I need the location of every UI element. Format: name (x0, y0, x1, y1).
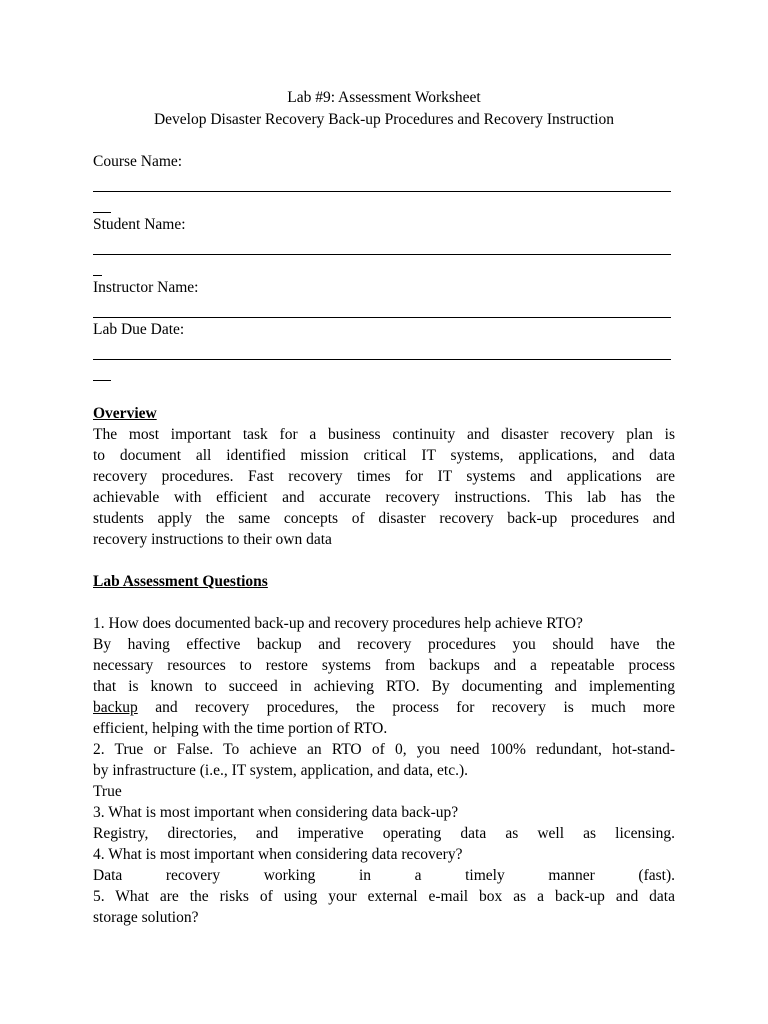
answer-2: True (93, 783, 122, 800)
question-2-line: 2. True or False. To achieve an RTO of 0, you need 100% redundant, hot-stand- (93, 741, 675, 758)
answer-1-line-rest: and recovery procedures, the process for recovery is much more (137, 699, 675, 716)
lab-due-date-line (93, 359, 671, 360)
instructor-name-line (93, 317, 671, 318)
course-name-line (93, 191, 671, 192)
question-1: 1. How does documented back-up and recovery procedures help achieve RTO? (93, 615, 583, 632)
question-5-line: storage solution? (93, 909, 199, 926)
answer-3: Registry, directories, and imperative operating data as well as licensing. (93, 825, 675, 842)
student-name-label: Student Name: (93, 216, 186, 233)
answer-1-line: that is known to succeed in achieving RTO. By documenting and implementing (93, 678, 675, 695)
answer-1-line: By having effective backup and recovery procedures you should have the (93, 636, 675, 653)
lab-title: Lab #9: Assessment Worksheet (287, 89, 481, 106)
overview-line: to document all identified mission critical IT systems, applications, and data (93, 447, 675, 464)
overview-heading-text: Overview (93, 405, 157, 422)
course-name-line-overflow (93, 212, 111, 213)
overview-line: The most important task for a business continuity and disaster recovery plan is (93, 426, 675, 443)
overview-line: achievable with efficient and accurate recovery instructions. This lab has the (93, 489, 675, 506)
questions-heading (93, 572, 675, 592)
answer-1-line: efficient, helping with the time portion of RTO. (93, 720, 388, 737)
student-name-line-overflow (93, 275, 102, 276)
question-4: 4. What is most important when considering data recovery? (93, 846, 463, 863)
questions-heading-text: Lab Assessment Questions (93, 573, 268, 590)
overview-heading (93, 404, 675, 424)
lab-due-date-line-overflow (93, 380, 111, 381)
overview-line: students apply the same concepts of disaster recovery back-up procedures and (93, 510, 675, 527)
overview-line: recovery instructions to their own data (93, 531, 332, 548)
backup-underlined-word: backup (93, 699, 138, 716)
answer-1-line (93, 698, 675, 718)
student-name-line (93, 254, 671, 255)
overview-line: recovery procedures. Fast recovery times for IT systems and applications are (93, 468, 675, 485)
instructor-name-label: Instructor Name: (93, 279, 199, 296)
question-3: 3. What is most important when considering data back-up? (93, 804, 459, 821)
question-2-line: by infrastructure (i.e., IT system, application, and data, etc.). (93, 762, 469, 779)
lab-due-date-label: Lab Due Date: (93, 321, 185, 338)
course-name-label: Course Name: (93, 153, 183, 170)
answer-4: Data recovery working in a timely manner (fast). (93, 867, 675, 884)
question-5-line: 5. What are the risks of using your external e-mail box as a back-up and data (93, 888, 675, 905)
lab-subtitle: Develop Disaster Recovery Back-up Procedures and Recovery Instruction (153, 111, 615, 128)
answer-1-line: necessary resources to restore systems from backups and a repeatable process (93, 657, 675, 674)
